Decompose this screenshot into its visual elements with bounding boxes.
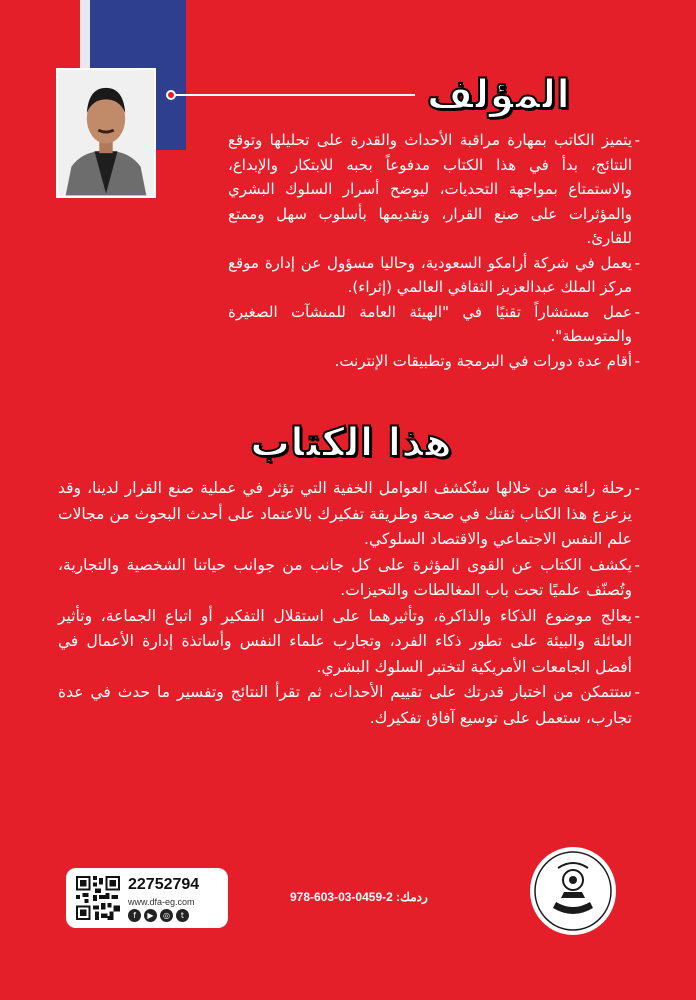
- book-heading: هذا الكتاب: [249, 420, 452, 466]
- author-bio-item: - أقام عدة دورات في البرمجة وتطبيقات الإنترنت.: [228, 349, 640, 374]
- book-description-item: - يكشف الكتاب عن القوى المؤثرة على كل جانب من جوانب حياتنا الشخصية والتجارية، وتُصنّف علميًا تحت باب المغالطات والتحيزات.: [58, 553, 640, 604]
- publisher-website: www.dfa-eg.com: [128, 897, 195, 907]
- book-description-item: - يعالج موضوع الذكاء والذاكرة، وتأثيرهما على استقلال التفكير أو اتباع الجماعة، وتأثير العائلة والبيئة على تطور ذكاء الفرد، وتجارب علماء النفس وأساتذة إدارة الأعمال في أفضل الجامعات الأمريكية لتختبر السلوك البشري.: [58, 604, 640, 681]
- book-description-list: [58, 476, 640, 731]
- qr-code-icon: [76, 876, 120, 920]
- author-bio-item: - عمل مستشاراً تقنيًا في "الهيئة العامة للمنشآت الصغيرة والمتوسطة".: [228, 300, 640, 349]
- twitter-icon: t: [176, 909, 189, 922]
- publisher-phone: 22752794: [128, 876, 200, 893]
- instagram-icon: ◎: [160, 909, 173, 922]
- book-description-item: - ستتمكن من اختبار قدرتك على تقييم الأحداث، ثم تقرأ النتائج وتفسير ما حدث في عدة تجارب، ستعمل على توسيع آفاق تفكيرك.: [58, 680, 640, 731]
- book-description-item: - رحلة رائعة من خلالها ستُكشف العوامل الخفية التي تؤثر في عملية صنع القرار لدينا، وقد يزعزع هذا الكتاب ثقتك في صحة وطريقة تفكيرك بالاعتماد على أحدث البحوث من مجالات علم النفس الاجتماعي والاقتصاد السلوكي.: [58, 476, 640, 553]
- isbn-number: ردمك: 2-0459-03-603-978: [290, 890, 428, 904]
- connector-dot: [166, 90, 176, 100]
- author-photo: [56, 68, 156, 198]
- facebook-icon: f: [128, 909, 141, 922]
- publisher-logo: [528, 846, 618, 936]
- author-bio-list: [228, 128, 640, 373]
- author-bio-item: - يتميز الكاتب بمهارة مراقبة الأحداث والقدرة على تحليلها وتوقع النتائج، بدأ في هذا الكتاب مدفوعاً بحبه للابتكار والإبداع، والاستمتاع بمواجهة التحديات، ليوضح أسرار السلوك البشري والمؤثرات على صنع القرار، وتقديمها بأسلوب سهل وممتع للقارئ.: [228, 128, 640, 251]
- youtube-icon: ▶: [144, 909, 157, 922]
- social-icons: [128, 909, 189, 922]
- publisher-contact-badge: [66, 868, 228, 928]
- author-heading: المؤلف: [426, 72, 570, 118]
- author-bio-item: - يعمل في شركة أرامكو السعودية، وحاليا مسؤول عن إدارة موقع مركز الملك عبدالعزيز الثقافي العالمي (إثراء).: [228, 251, 640, 300]
- connector-line: [170, 94, 415, 96]
